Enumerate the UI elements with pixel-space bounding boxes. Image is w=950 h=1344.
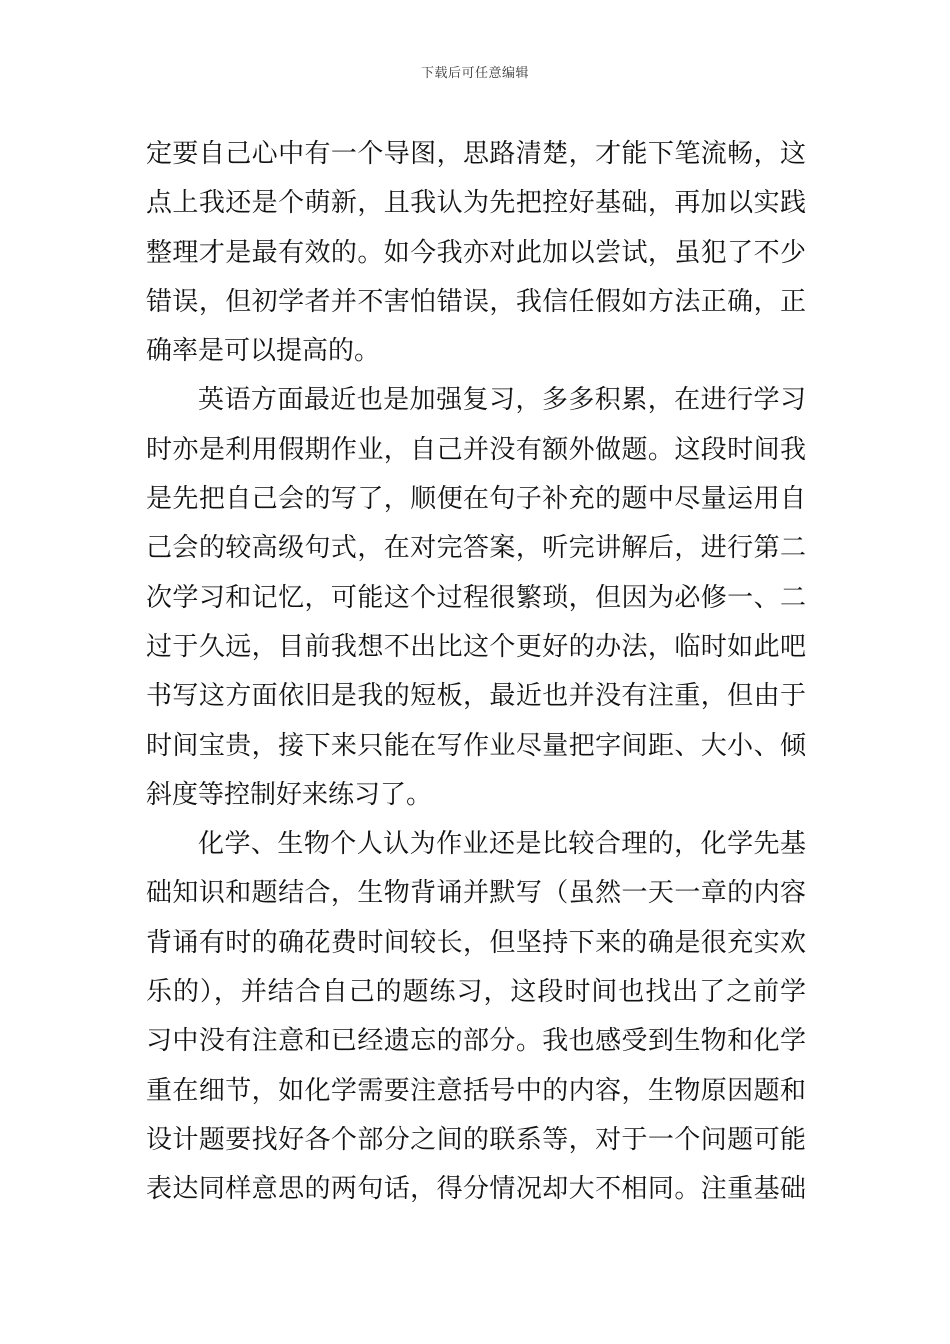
text-line: 是先把自己会的写了，顺便在句子补充的题中尽量运用自 — [146, 484, 806, 515]
text-line: 设计题要找好各个部分之间的联系等，对于一个问题可能 — [146, 1124, 806, 1155]
text-line: 乐的），并结合自己的题练习，这段时间也找出了之前学 — [146, 977, 806, 1008]
text-line: 础知识和题结合，生物背诵并默写（虽然一天一章的内容 — [146, 878, 806, 909]
text-line: 斜度等控制好来练习了。 — [146, 779, 433, 810]
text-line: 表达同样意思的两句话，得分情况却大不相同。注重基础 — [146, 1174, 806, 1205]
text-line: 定要自己心中有一个导图，思路清楚，才能下笔流畅，这 — [146, 139, 806, 169]
text-line: 时间宝贵，接下来只能在写作业尽量把字间距、大小、倾 — [146, 730, 806, 761]
text-line: 确率是可以提高的。 — [146, 336, 381, 367]
text-line: 重在细节，如化学需要注意括号中的内容，生物原因题和 — [146, 1075, 806, 1106]
text-line: 整理才是最有效的。如今我亦对此加以尝试，虽犯了不少 — [146, 237, 806, 268]
text-line: 过于久远，目前我想不出比这个更好的办法，临时如此吧 — [146, 631, 806, 662]
page-header: 下载后可任意编辑 — [420, 66, 529, 81]
paragraph-first-line: 化学、生物个人认为作业还是比较合理的，化学先基 — [198, 829, 806, 860]
text-line: 次学习和记忆，可能这个过程很繁琐，但因为必修一、二 — [146, 582, 806, 613]
document-body — [146, 130, 806, 1215]
text-line: 书写这方面依旧是我的短板，最近也并没有注重，但由于 — [146, 681, 806, 712]
text-line: 己会的较高级句式，在对完答案，听完讲解后，进行第二 — [146, 533, 806, 564]
text-line: 错误，但初学者并不害怕错误，我信任假如方法正确，正 — [146, 286, 806, 317]
text-line: 时亦是利用假期作业，自己并没有额外做题。这段时间我 — [146, 434, 806, 465]
text-line: 习中没有注意和已经遗忘的部分。我也感受到生物和化学 — [146, 1026, 806, 1057]
text-line: 点上我还是个萌新，且我认为先把控好基础，再加以实践 — [146, 188, 806, 219]
text-line: 背诵有时的确花费时间较长，但坚持下来的确是很充实欢 — [146, 927, 806, 958]
paragraph-first-line: 英语方面最近也是加强复习，多多积累，在进行学习 — [198, 385, 806, 416]
